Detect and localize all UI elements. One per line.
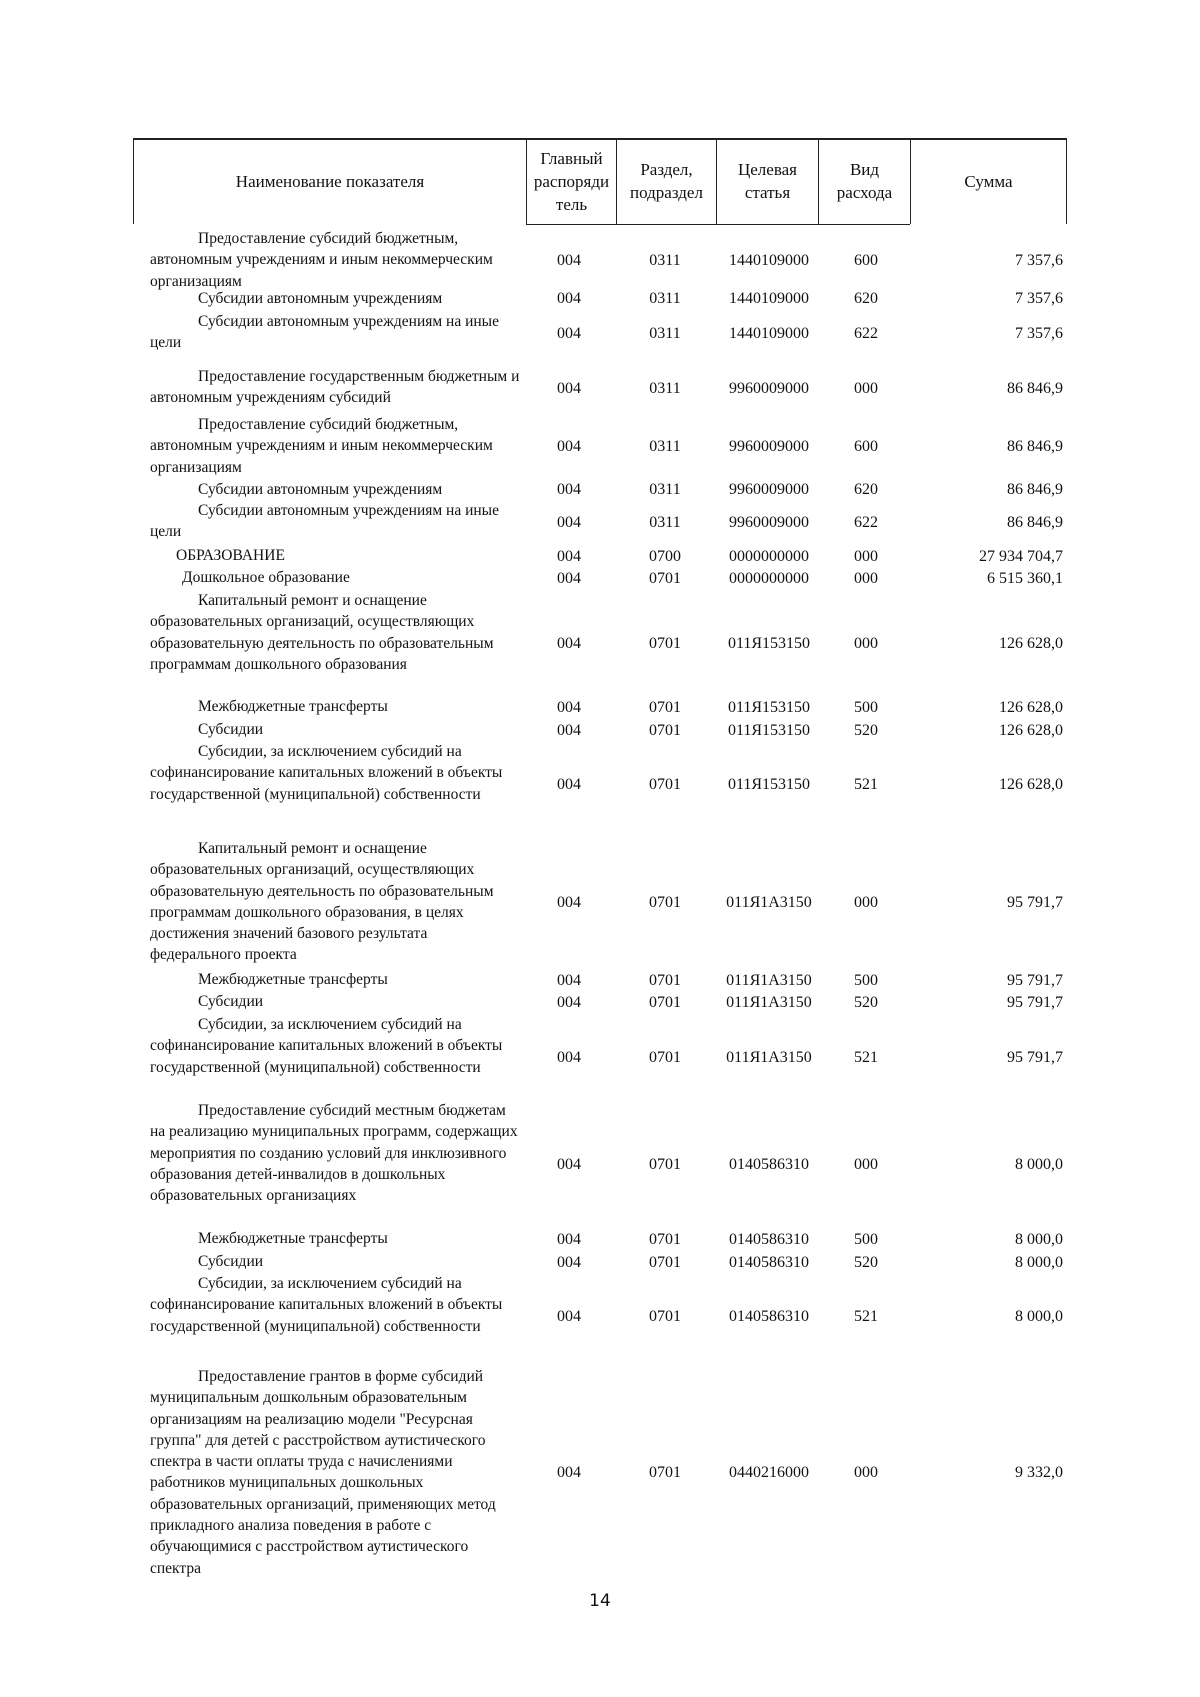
row-name: Предоставление грантов в форме субсидий муниципальным дошкольным образовательным организациям на реализацию модели "Ресурсная группа" для детей с расстройством аутистического спектра в части оплаты труда с начислениями работников муниципальных дошкольных образовательных организаций, применяющих метод прикладного анализа поведения в работе с обучающимися с расстройством аутистического спектра — [150, 1368, 496, 1577]
header-bottom-border — [716, 224, 818, 225]
header-rz: Раздел, подраздел — [616, 138, 716, 224]
row-ts: 0440216000 — [729, 1463, 809, 1481]
row-gr: 004 — [557, 699, 581, 716]
row-name: Межбюджетные трансферты — [198, 971, 388, 988]
row-rz: 0701 — [649, 994, 681, 1011]
row-gr: 004 — [557, 481, 581, 498]
row-rz: 0701 — [649, 972, 681, 989]
row-rz: 0311 — [649, 251, 681, 269]
row-vr: 521 — [854, 775, 878, 793]
row-sum: 95 791,7 — [1007, 1048, 1063, 1066]
table-row — [0, 545, 1200, 567]
row-rz: 0311 — [649, 379, 681, 397]
row-ts: 011Я1А3150 — [726, 1048, 812, 1066]
row-gr: 004 — [557, 1155, 581, 1173]
row-sum: 95 791,7 — [1007, 972, 1063, 989]
table-row — [0, 228, 1200, 292]
row-ts: 011Я1А3150 — [726, 994, 812, 1011]
row-vr: 520 — [854, 722, 878, 739]
row-gr: 004 — [557, 1048, 581, 1066]
row-gr: 004 — [557, 513, 581, 531]
row-rz: 0701 — [649, 893, 681, 911]
row-gr: 004 — [557, 437, 581, 455]
table-row — [0, 741, 1200, 827]
row-vr: 000 — [854, 893, 878, 911]
row-vr: 000 — [854, 547, 878, 565]
row-vr: 000 — [854, 1463, 878, 1481]
row-ts: 011Я153150 — [727, 722, 811, 739]
row-name: Субсидии, за исключением субсидий на софинансирование капитальных вложений в объекты государственной (муниципальной) собственности — [150, 743, 503, 803]
row-vr: 622 — [854, 513, 878, 531]
row-gr: 004 — [557, 379, 581, 397]
row-ts: 0000000000 — [729, 547, 809, 565]
row-rz: 0701 — [649, 634, 681, 652]
row-ts: 9960009000 — [729, 513, 809, 531]
row-vr: 520 — [854, 994, 878, 1011]
row-ts: 1440109000 — [729, 324, 809, 342]
row-gr: 004 — [557, 634, 581, 652]
header-gr: Главный распоряди тель — [526, 138, 616, 224]
row-name: Субсидии — [198, 993, 264, 1010]
table-row — [0, 414, 1200, 478]
row-gr: 004 — [557, 290, 581, 307]
row-ts: 0000000000 — [729, 570, 809, 587]
row-name: Предоставление субсидий бюджетным, автономным учреждениям и иным некоммерческим организациям — [150, 416, 493, 476]
row-gr: 004 — [557, 775, 581, 793]
row-sum: 8 000,0 — [1015, 1155, 1063, 1173]
row-sum: 6 515 360,1 — [987, 570, 1063, 587]
row-ts: 0140586310 — [729, 1307, 809, 1325]
row-ts: 0140586310 — [729, 1231, 809, 1248]
row-sum: 126 628,0 — [999, 775, 1063, 793]
row-gr: 004 — [557, 1463, 581, 1481]
row-name: Субсидии автономным учреждениям на иные цели — [150, 313, 499, 352]
row-rz: 0311 — [649, 324, 681, 342]
row-vr: 620 — [854, 290, 878, 307]
row-sum: 126 628,0 — [999, 634, 1063, 652]
row-name: Межбюджетные трансферты — [198, 1230, 388, 1247]
row-rz: 0701 — [649, 699, 681, 716]
row-rz: 0701 — [649, 1155, 681, 1173]
row-vr: 622 — [854, 324, 878, 342]
header-sum: Сумма — [910, 138, 1067, 224]
row-vr: 000 — [854, 570, 878, 587]
table-row — [0, 969, 1200, 992]
row-sum: 126 628,0 — [999, 722, 1063, 739]
row-gr: 004 — [557, 972, 581, 989]
row-sum: 86 846,9 — [1007, 481, 1063, 498]
row-gr: 004 — [557, 893, 581, 911]
table-row — [0, 1014, 1200, 1100]
row-name: Субсидии, за исключением субсидий на софинансирование капитальных вложений в объекты государственной (муниципальной) собственности — [150, 1016, 503, 1076]
table-row — [0, 311, 1200, 355]
row-gr: 004 — [557, 1231, 581, 1248]
row-rz: 0701 — [649, 570, 681, 587]
row-rz: 0311 — [649, 481, 681, 498]
row-vr: 000 — [854, 1155, 878, 1173]
row-ts: 011Я153150 — [727, 775, 811, 793]
row-vr: 500 — [854, 1231, 878, 1248]
row-vr: 500 — [854, 699, 878, 716]
header-vr: Вид расхода — [818, 138, 910, 224]
header-ts: Целевая статья — [716, 138, 818, 224]
table-row — [0, 1366, 1200, 1578]
table-row — [0, 366, 1200, 410]
row-name: Субсидии — [198, 721, 264, 738]
row-vr: 000 — [854, 634, 878, 652]
table-row — [0, 696, 1200, 719]
row-gr: 004 — [557, 570, 581, 587]
row-sum: 8 000,0 — [1015, 1254, 1063, 1271]
row-ts: 1440109000 — [729, 290, 809, 307]
row-sum: 95 791,7 — [1007, 893, 1063, 911]
table-row — [0, 590, 1200, 696]
row-ts: 0140586310 — [729, 1254, 809, 1271]
table-row — [0, 567, 1200, 590]
row-rz: 0701 — [649, 1463, 681, 1481]
row-name: Субсидии автономным учреждениям — [198, 290, 443, 307]
row-name: Межбюджетные трансферты — [198, 698, 388, 715]
table-row — [0, 1273, 1200, 1359]
row-ts: 011Я1А3150 — [726, 893, 812, 911]
row-sum: 7 357,6 — [1015, 290, 1063, 307]
row-ts: 011Я153150 — [727, 634, 811, 652]
table-row — [0, 479, 1200, 500]
row-sum: 8 000,0 — [1015, 1231, 1063, 1248]
row-vr: 521 — [854, 1307, 878, 1325]
table-row — [0, 719, 1200, 742]
row-name: Дошкольное образование — [182, 569, 350, 586]
row-gr: 004 — [557, 1307, 581, 1325]
row-vr: 521 — [854, 1048, 878, 1066]
row-vr: 500 — [854, 972, 878, 989]
row-ts: 011Я1А3150 — [726, 972, 812, 989]
row-vr: 600 — [854, 251, 878, 269]
row-sum: 7 357,6 — [1015, 324, 1063, 342]
header-name: Наименование показателя — [133, 138, 526, 224]
row-name: Предоставление субсидий местным бюджетам на реализацию муниципальных программ, содержащих мероприятия по созданию условий для инклюзивного образования детей-инвалидов в дошкольных образовательных организациях — [150, 1102, 518, 1205]
header-bottom-border — [616, 224, 716, 225]
row-name: Предоставление государственным бюджетным и автономным учреждениям субсидий — [150, 368, 520, 407]
row-name: Предоставление субсидий бюджетным, автономным учреждениям и иным некоммерческим организациям — [150, 230, 493, 290]
row-gr: 004 — [557, 994, 581, 1011]
row-rz: 0701 — [649, 1254, 681, 1271]
row-gr: 004 — [557, 547, 581, 565]
row-rz: 0701 — [649, 1231, 681, 1248]
row-name: ОБРАЗОВАНИЕ — [176, 547, 285, 564]
table-row — [0, 1228, 1200, 1251]
header-bottom-border — [526, 224, 616, 225]
row-ts: 9960009000 — [729, 437, 809, 455]
row-name: Субсидии, за исключением субсидий на софинансирование капитальных вложений в объекты государственной (муниципальной) собственности — [150, 1275, 503, 1335]
table-row — [0, 288, 1200, 309]
row-name: Капитальный ремонт и оснащение образовательных организаций, осуществляющих образовательную деятельность по образовательным программам дошкольного образования — [150, 592, 494, 673]
row-rz: 0311 — [649, 513, 681, 531]
row-gr: 004 — [557, 324, 581, 342]
row-rz: 0701 — [649, 1307, 681, 1325]
row-ts: 0140586310 — [729, 1155, 809, 1173]
row-gr: 004 — [557, 722, 581, 739]
row-sum: 86 846,9 — [1007, 437, 1063, 455]
table-row — [0, 838, 1200, 966]
row-gr: 004 — [557, 251, 581, 269]
row-vr: 520 — [854, 1254, 878, 1271]
row-rz: 0311 — [649, 290, 681, 307]
page-number: 14 — [589, 1591, 611, 1611]
row-ts: 1440109000 — [729, 251, 809, 269]
row-rz: 0701 — [649, 722, 681, 739]
row-sum: 86 846,9 — [1007, 513, 1063, 531]
row-ts: 011Я153150 — [727, 699, 811, 716]
row-sum: 7 357,6 — [1015, 251, 1063, 269]
row-gr: 004 — [557, 1254, 581, 1271]
row-ts: 9960009000 — [729, 481, 809, 498]
row-sum: 95 791,7 — [1007, 994, 1063, 1011]
row-sum: 8 000,0 — [1015, 1307, 1063, 1325]
table-row — [0, 500, 1200, 544]
header-bottom-border — [818, 224, 910, 225]
row-vr: 000 — [854, 379, 878, 397]
row-name: Капитальный ремонт и оснащение образовательных организаций, осуществляющих образовательную деятельность по образовательным программам дошкольного образования, в целях достижения значений базового результата федерального проекта — [150, 840, 494, 964]
row-sum: 9 332,0 — [1015, 1463, 1063, 1481]
row-sum: 126 628,0 — [999, 699, 1063, 716]
row-name: Субсидии — [198, 1253, 264, 1270]
row-name: Субсидии автономным учреждениям — [198, 481, 443, 498]
row-rz: 0700 — [649, 547, 681, 565]
table-row — [0, 991, 1200, 1014]
row-sum: 27 934 704,7 — [979, 547, 1063, 565]
row-rz: 0311 — [649, 437, 681, 455]
row-vr: 620 — [854, 481, 878, 498]
row-rz: 0701 — [649, 775, 681, 793]
row-sum: 86 846,9 — [1007, 379, 1063, 397]
table-row — [0, 1100, 1200, 1228]
table-row — [0, 1251, 1200, 1274]
row-name: Субсидии автономным учреждениям на иные цели — [150, 502, 499, 541]
row-ts: 9960009000 — [729, 379, 809, 397]
row-rz: 0701 — [649, 1048, 681, 1066]
row-vr: 600 — [854, 437, 878, 455]
